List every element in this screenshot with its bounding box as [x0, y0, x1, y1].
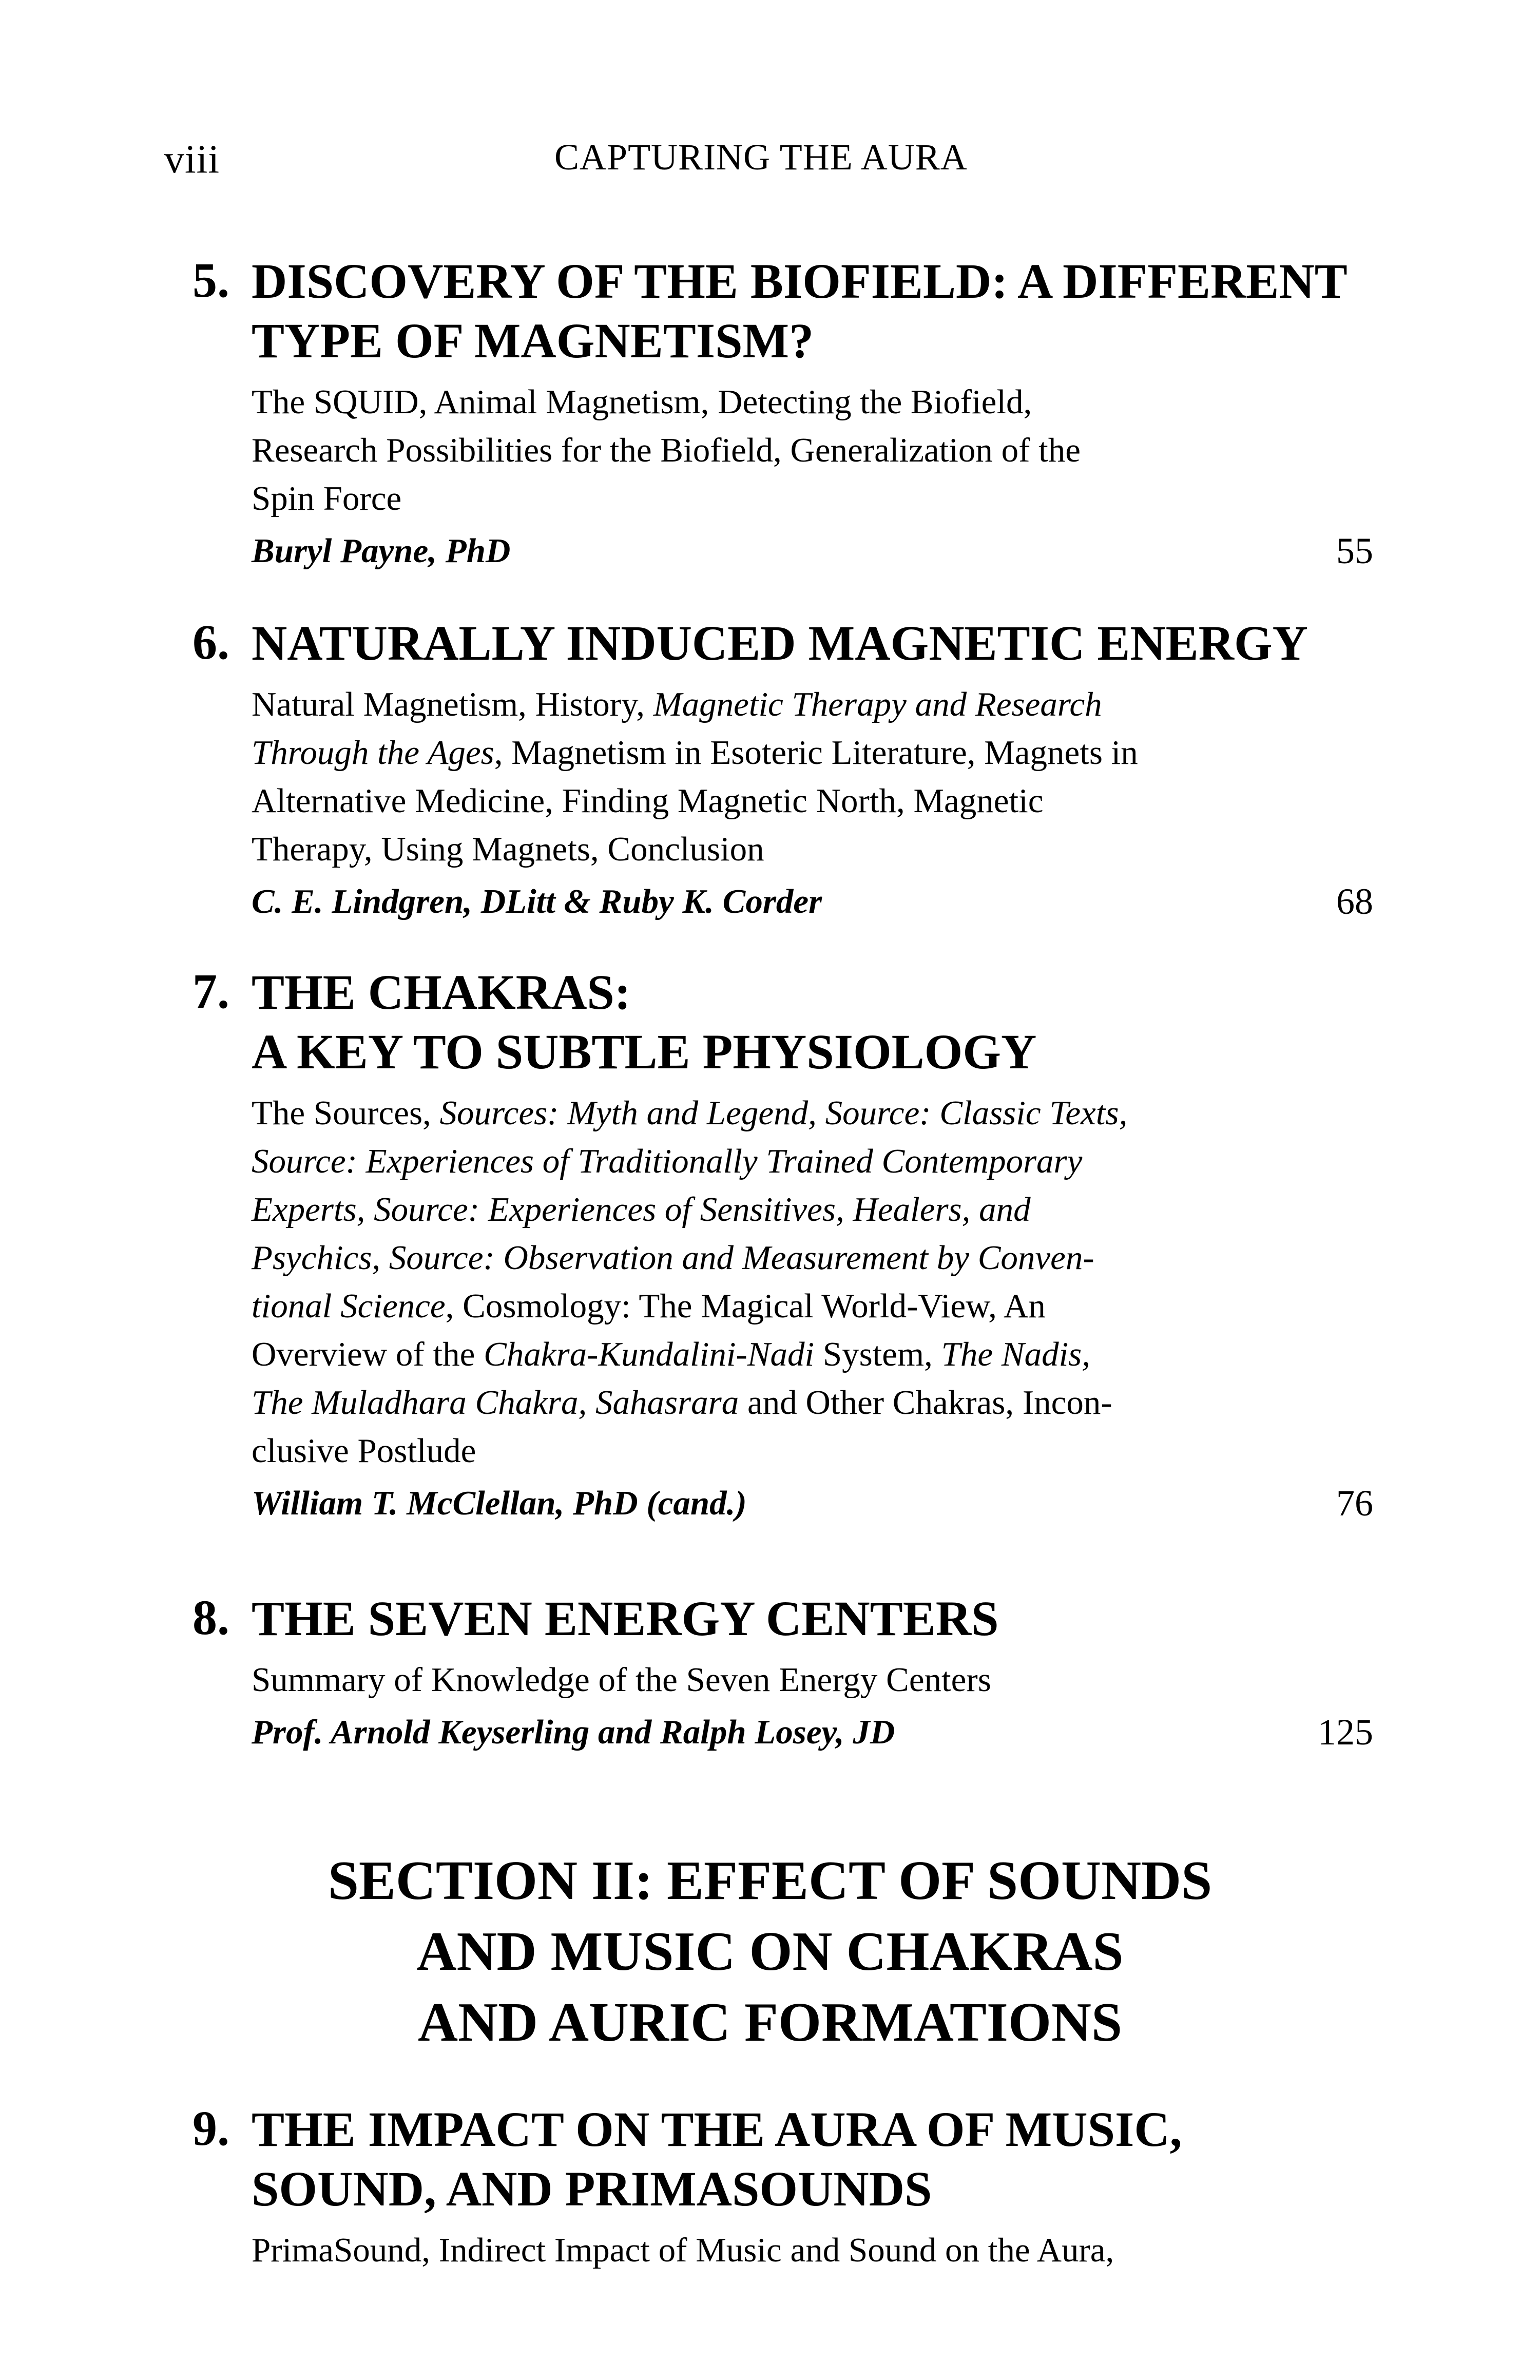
chapter-description: Summary of Knowledge of the Seven Energy Centers	[252, 1661, 991, 1699]
chapter-number: 8.	[192, 1590, 229, 1645]
toc-entry-5[interactable]	[192, 252, 1373, 575]
chapter-author: C. E. Lindgren, DLitt & Ruby K. Corder	[252, 882, 822, 920]
chapter-description: Natural Magnetism, History, Magnetic Therapy and Research Through the Ages, Magnetism in Esoteric Literature, Magnets in Alternative Medicine, Finding Magnetic North, Magnetic Therapy, Using Magnets, Conclusion	[252, 685, 1138, 868]
chapter-title: THE CHAKRAS: A KEY TO SUBTLE PHYSIOLOGY	[252, 965, 1037, 1079]
toc-entry-7[interactable]	[192, 963, 1373, 1527]
chapter-page-number: 55	[1336, 530, 1373, 571]
chapter-author: Buryl Payne, PhD	[252, 532, 511, 570]
chapter-title: THE SEVEN ENERGY CENTERS	[252, 1591, 999, 1646]
chapter-title: NATURALLY INDUCED MAGNETIC ENERGY	[252, 616, 1308, 670]
chapter-number: 6.	[192, 615, 229, 669]
chapter-description: The SQUID, Animal Magnetism, Detecting the Biofield, Research Possibilities for the Biofield, Generalization of the Spin Force	[252, 383, 1081, 517]
chapter-number: 9.	[192, 2101, 229, 2156]
page-number: viii	[164, 137, 220, 181]
chapter-author: William T. McClellan, PhD (cand.)	[252, 1484, 747, 1522]
chapter-byline	[252, 527, 1373, 575]
toc-entry-8[interactable]	[192, 1589, 1373, 1756]
chapter-byline	[252, 877, 1373, 926]
running-head	[164, 136, 1371, 187]
book-title: CAPTURING THE AURA	[554, 137, 968, 178]
section-heading: SECTION II: EFFECT OF SOUNDS AND MUSIC ON CHAKRAS AND AURIC FORMATIONS	[328, 1850, 1212, 2053]
chapter-author: Prof. Arnold Keyserling and Ralph Losey, JD	[252, 1713, 895, 1751]
toc-entry-9[interactable]	[192, 2100, 1373, 2274]
chapter-description: The Sources, Sources: Myth and Legend, Source: Classic Texts, Source: Experiences of Traditionally Trained Contemporary Experts, Source: Experiences of Sensitives, Healers, and Psychics, Source: Observation and Measurement by Conven- tional Science, Cosmology: The Magical World-View, An Overview of the Chakra-Kundalini-Nadi System, The Nadis, The Muladhara Chakra, Sahasrara and Other Chakras, Incon- clusive Postlude	[252, 1094, 1128, 1470]
chapter-title: THE IMPACT ON THE AURA OF MUSIC, SOUND, AND PRIMASOUNDS	[252, 2102, 1182, 2216]
chapter-byline	[252, 1479, 1373, 1527]
chapter-byline	[252, 1708, 1373, 1756]
chapter-page-number: 68	[1336, 881, 1373, 922]
toc-entry-6[interactable]	[192, 613, 1373, 926]
chapter-number: 7.	[192, 964, 229, 1019]
chapter-number: 5.	[192, 253, 229, 308]
chapter-description: PrimaSound, Indirect Impact of Music and Sound on the Aura,	[252, 2231, 1114, 2269]
chapter-page-number: 125	[1318, 1712, 1373, 1753]
chapter-title: DISCOVERY OF THE BIOFIELD: A DIFFERENT TYPE OF MAGNETISM?	[252, 254, 1348, 368]
chapter-page-number: 76	[1336, 1483, 1373, 1524]
